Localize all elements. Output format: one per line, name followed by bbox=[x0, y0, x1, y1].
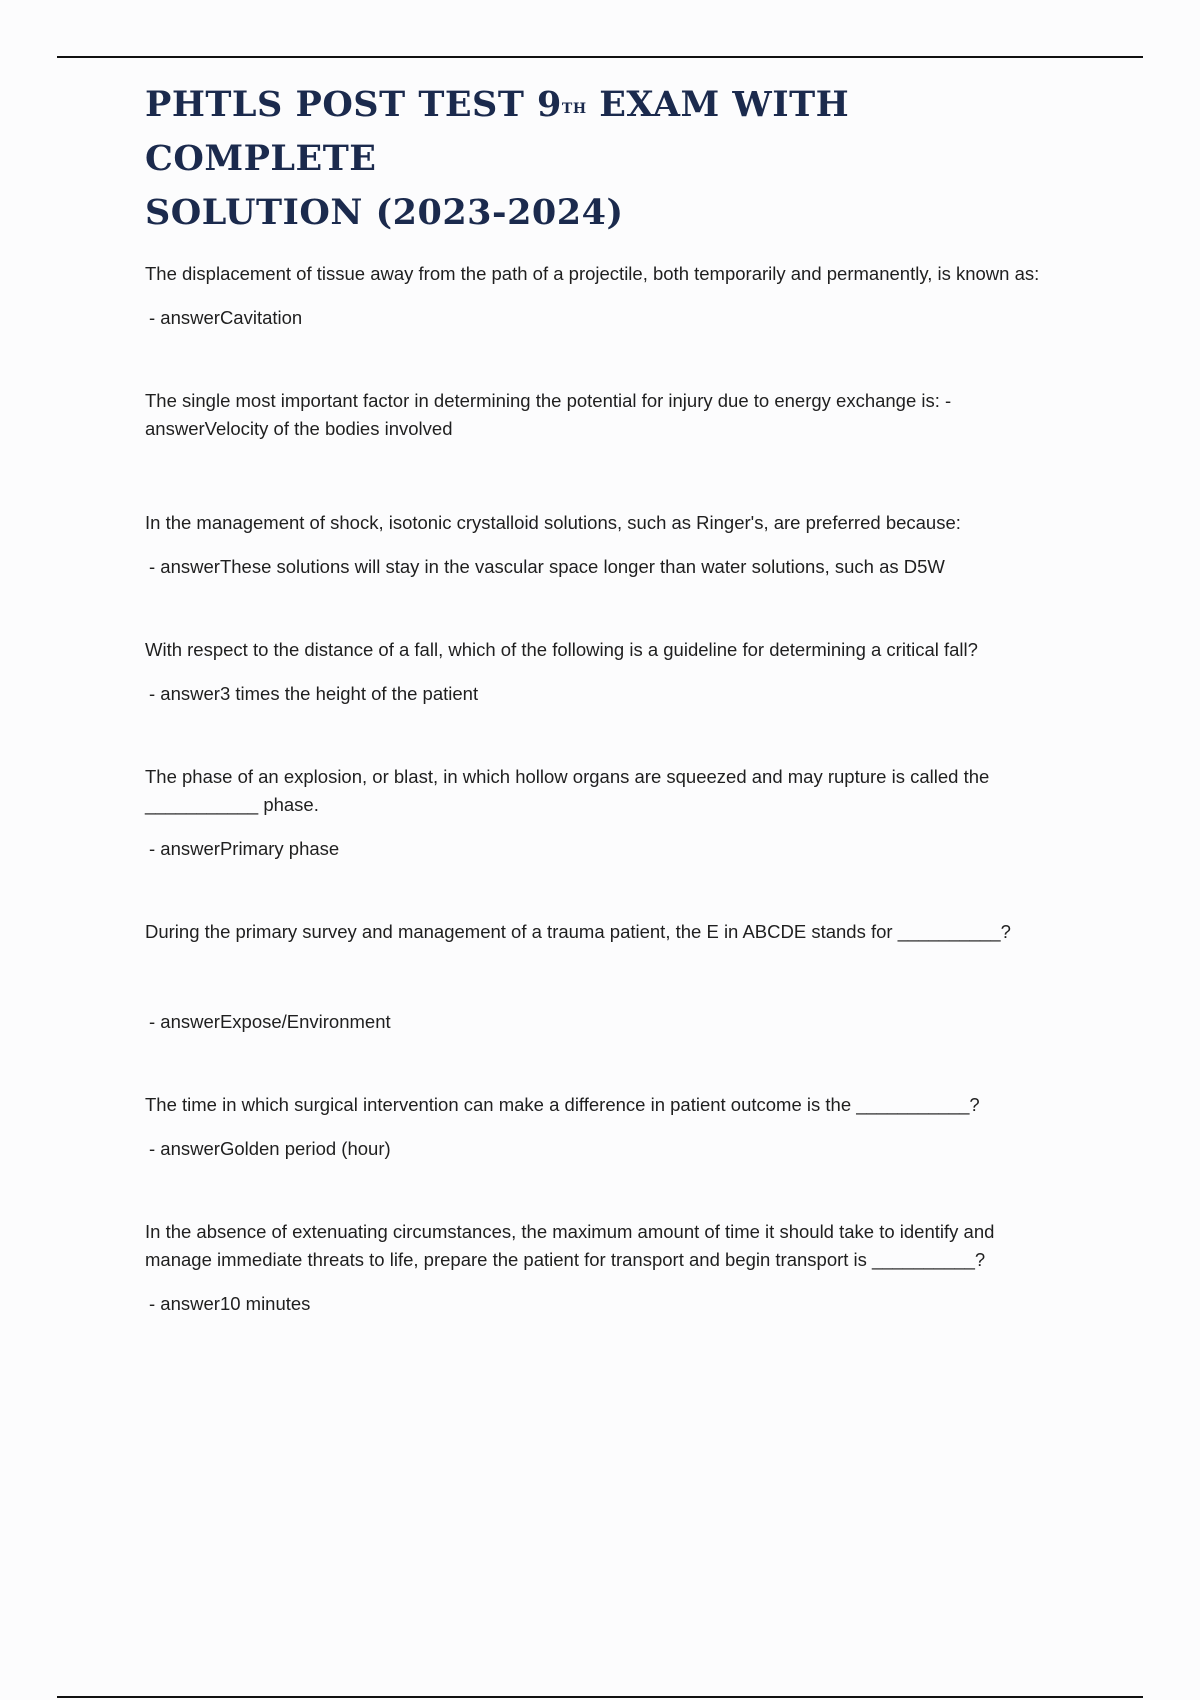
answer-text: - answerGolden period (hour) bbox=[149, 1138, 391, 1159]
answer-text: - answer10 minutes bbox=[149, 1293, 311, 1314]
qa-item bbox=[145, 260, 1065, 332]
question-text: The displacement of tissue away from the path of a projectile, both temporarily and permanently, is known as: bbox=[145, 263, 1040, 284]
answer-text: - answerThese solutions will stay in the vascular space longer than water solutions, such as D5W bbox=[149, 556, 945, 577]
title-line1-rest: EXAM WITH COMPLETE bbox=[145, 84, 850, 179]
answer-text: - answerExpose/Environment bbox=[149, 1011, 391, 1032]
answer-text: - answerCavitation bbox=[149, 307, 303, 328]
qa-item bbox=[145, 387, 1065, 443]
question-text: The time in which surgical intervention can make a difference in patient outcome is the ___________? bbox=[145, 1094, 980, 1115]
top-rule bbox=[57, 56, 1143, 58]
question-text: With respect to the distance of a fall, which of the following is a guideline for determining a critical fall? bbox=[145, 639, 978, 660]
question-text: During the primary survey and management of a trauma patient, the E in ABCDE stands for __________? bbox=[145, 921, 1011, 942]
document-content bbox=[145, 78, 1065, 1318]
bottom-rule bbox=[57, 1696, 1143, 1698]
title-line1: PHTLS POST TEST 9 bbox=[145, 84, 562, 125]
qa-item bbox=[145, 763, 1065, 863]
question-text: The single most important factor in determining the potential for injury due to energy exchange is: - answerVelocity of the bodies involved bbox=[145, 390, 952, 439]
title-line2: SOLUTION (2023-2024) bbox=[145, 192, 624, 233]
qa-item bbox=[145, 1091, 1065, 1163]
title-superscript: TH bbox=[561, 101, 587, 117]
answer-text: - answer3 times the height of the patient bbox=[149, 683, 479, 704]
qa-item bbox=[145, 918, 1065, 1036]
question-text: In the management of shock, isotonic crystalloid solutions, such as Ringer's, are preferred because: bbox=[145, 512, 961, 533]
question-text: The phase of an explosion, or blast, in which hollow organs are squeezed and may rupture is called the ___________ phase. bbox=[145, 766, 990, 815]
question-text: In the absence of extenuating circumstances, the maximum amount of time it should take to identify and manage immediate threats to life, prepare the patient for transport and begin transport is __________? bbox=[145, 1221, 995, 1270]
qa-item bbox=[145, 1218, 1065, 1318]
qa-item bbox=[145, 509, 1065, 581]
qa-item bbox=[145, 636, 1065, 708]
document-title bbox=[145, 78, 1065, 240]
answer-text: - answerPrimary phase bbox=[149, 838, 340, 859]
